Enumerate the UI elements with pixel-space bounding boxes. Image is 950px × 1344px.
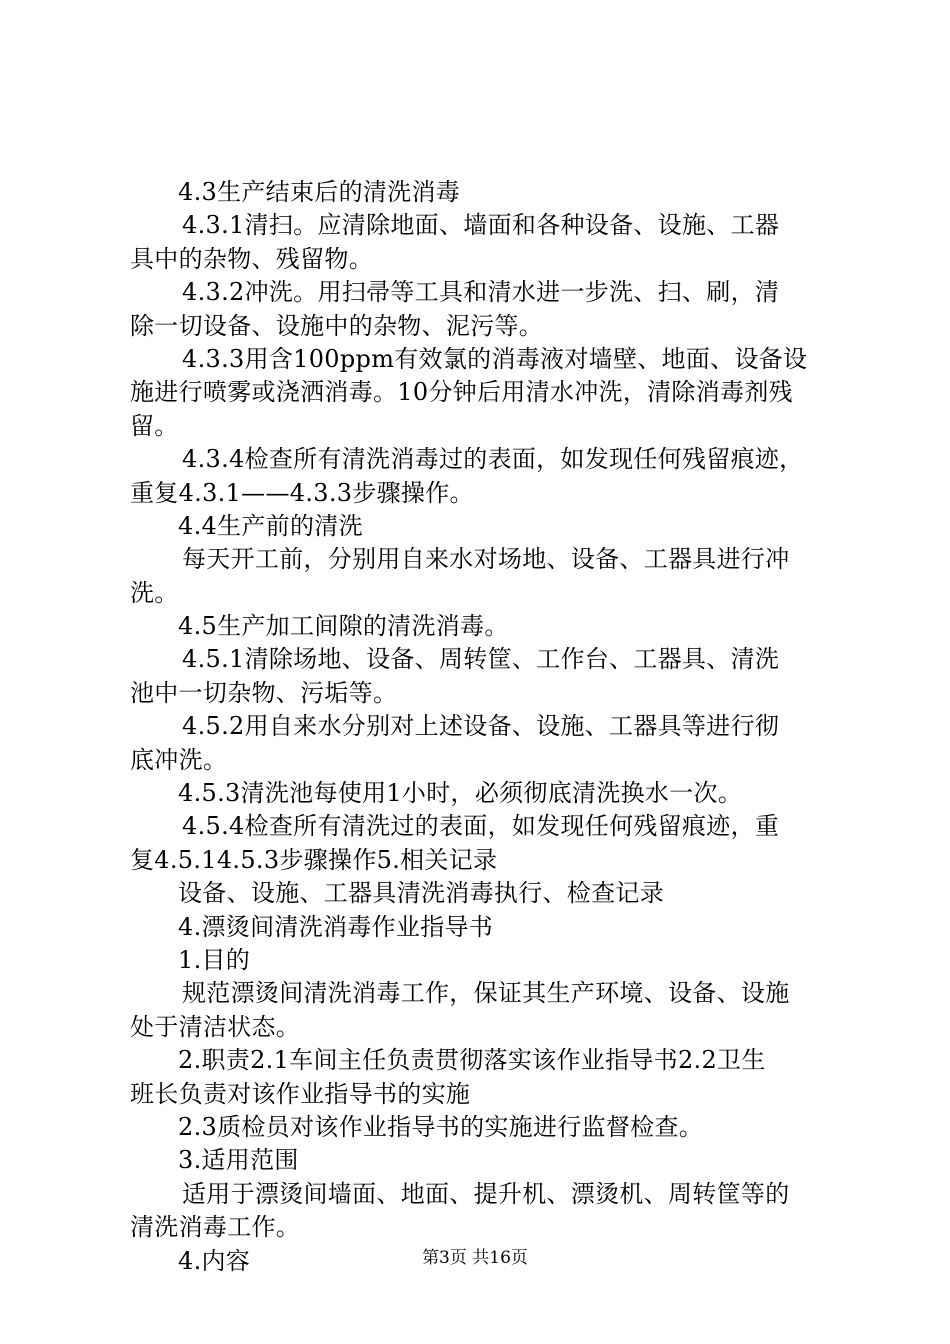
paragraph-line: 4.3.1清扫。应清除地面、墙面和各种设备、设施、工器	[182, 211, 780, 240]
document-body	[130, 176, 834, 1278]
paragraph-line: 每天开工前，分别用自来水对场地、设备、工器具进行冲	[182, 545, 790, 574]
paragraph-line: 4.3.3用含100ppm有效氯的消毒液对墙壁、地面、设备设	[182, 344, 808, 373]
paragraph-line: 复4.5.14.5.3步骤操作5.相关记录	[130, 845, 498, 874]
paragraph-line: 除一切设备、设施中的杂物、泥污等。	[130, 311, 544, 340]
paragraph-line: 2.职责2.1车间主任负责贯彻落实该作业指导书2.2卫生	[178, 1046, 766, 1075]
section-heading: 4.内容	[178, 1246, 251, 1275]
paragraph-line: 具中的杂物、残留物。	[130, 244, 373, 273]
paragraph-line: 洗。	[130, 578, 179, 607]
section-heading: 4.5生产加工间隙的清洗消毒。	[178, 612, 509, 641]
paragraph-line: 班长负责对该作业指导书的实施	[130, 1079, 471, 1108]
paragraph-line: 4.5.4检查所有清洗过的表面，如发现任何残留痕迹，重	[182, 812, 780, 841]
section-heading: 4.4生产前的清洗	[178, 511, 363, 540]
paragraph-line: 底冲洗。	[130, 745, 228, 774]
paragraph-line: 设备、设施、工器具清洗消毒执行、检查记录	[178, 879, 664, 908]
paragraph-line: 4.5.3清洗池每使用1小时，必须彻底清洗换水一次。	[178, 779, 743, 808]
paragraph-line: 重复4.3.1——4.3.3步骤操作。	[130, 478, 474, 507]
paragraph-line: 池中一切杂物、污垢等。	[130, 678, 398, 707]
section-heading: 4.3生产结束后的清洗消毒	[178, 178, 461, 206]
section-heading: 4.漂烫间清洗消毒作业指导书	[178, 912, 494, 941]
paragraph-line: 4.5.2用自来水分别对上述设备、设施、工器具等进行彻	[182, 712, 780, 741]
section-heading: 3.适用范围	[178, 1146, 299, 1175]
paragraph-line: 4.3.4检查所有清洗消毒过的表面，如发现任何残留痕迹，	[182, 445, 804, 474]
paragraph-line: 4.5.1清除场地、设备、周转筐、工作台、工器具、清洗	[182, 645, 780, 674]
paragraph-line: 2.3质检员对该作业指导书的实施进行监督检查。	[178, 1112, 704, 1141]
paragraph-line: 留。	[130, 411, 179, 440]
page-number: 第3页 共16页	[422, 1248, 528, 1268]
paragraph-line: 适用于漂烫间墙面、地面、提升机、漂烫机、周转筐等的	[182, 1179, 790, 1208]
paragraph-line: 施进行喷雾或浇洒消毒。10分钟后用清水冲洗，清除消毒剂残	[130, 378, 793, 407]
section-heading: 1.目的	[178, 945, 251, 974]
paragraph-line: 清洗消毒工作。	[130, 1213, 301, 1242]
paragraph-line: 4.3.2冲洗。用扫帚等工具和清水进一步洗、扫、刷，清	[182, 278, 780, 307]
paragraph-line: 处于清洁状态。	[130, 1012, 301, 1041]
paragraph-line: 规范漂烫间清洗消毒工作，保证其生产环境、设备、设施	[182, 979, 790, 1008]
